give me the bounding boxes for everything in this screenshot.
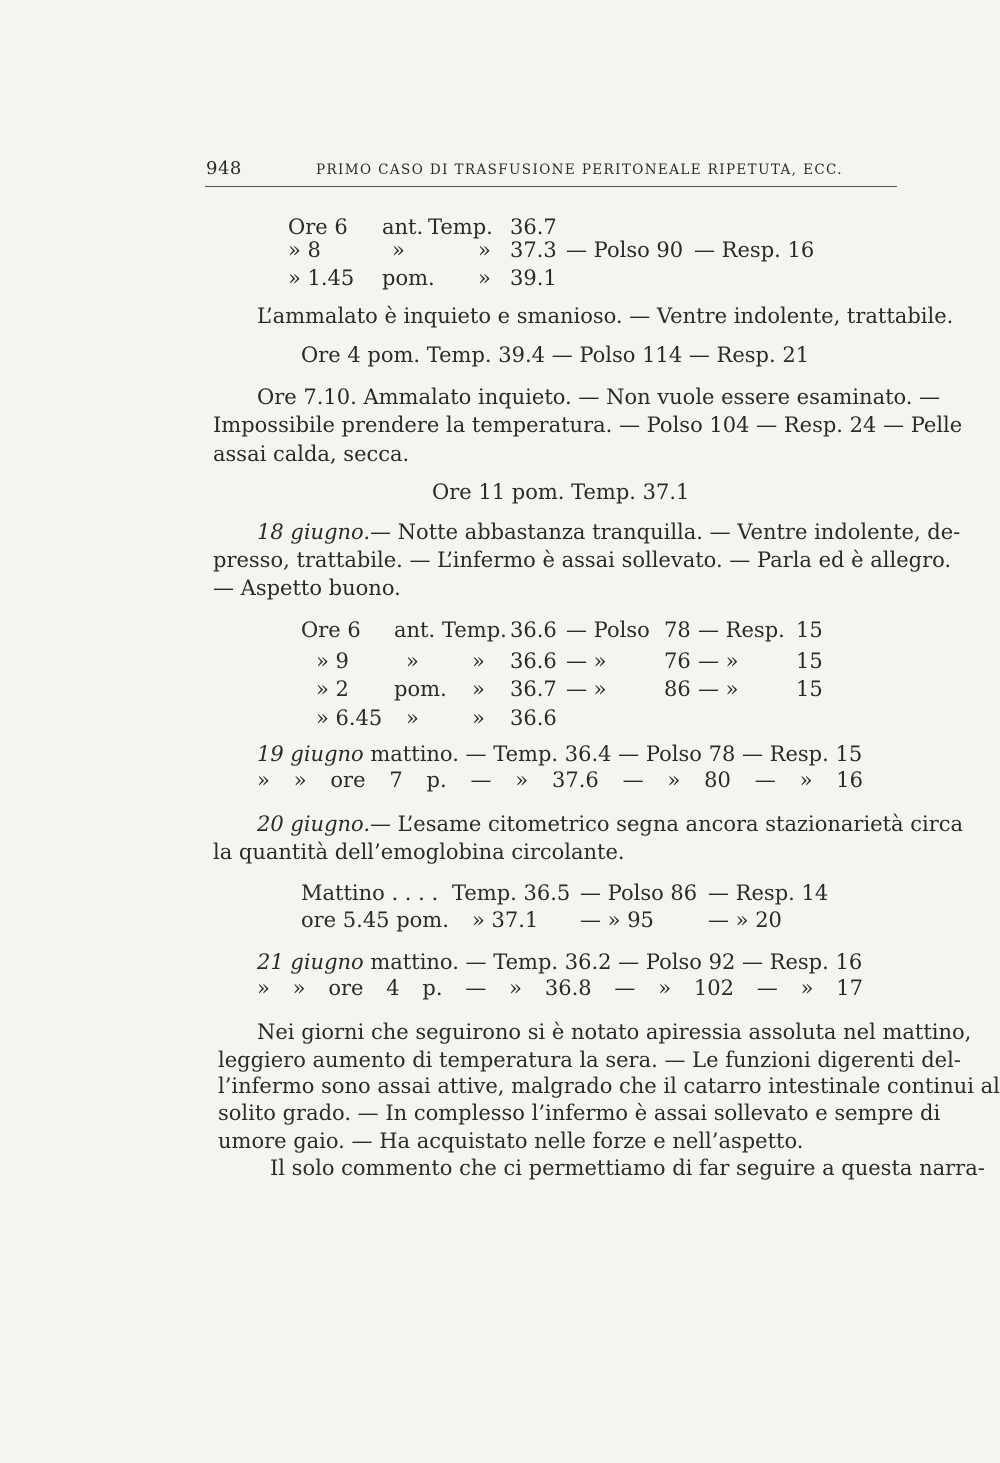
paragraph-line: la quantità dell’emoglobina circolante. (213, 840, 625, 864)
paragraph-line: Il solo commento che ci permettiamo di far seguire a questa narra- (270, 1156, 985, 1180)
cell: — » 95 (580, 908, 654, 932)
paragraph-line: umore gaio. — Ha acquistato nelle forze e nell’aspetto. (218, 1129, 804, 1153)
cell: 36.6 (510, 706, 557, 730)
date-label: 18 giugno. (257, 520, 370, 544)
paragraph-line: » » ore 4 p. — » 36.8 — » 102 — » 17 (257, 976, 863, 1000)
paragraph-line: presso, trattabile. — L’infermo è assai sollevato. — Parla ed è allegro. (213, 548, 952, 572)
paragraph-line: Nei giorni che seguirono si è notato apiressia assoluta nel mattino, (257, 1020, 972, 1044)
date-label: 21 giugno (257, 950, 364, 974)
cell: — » (698, 649, 739, 673)
cell: ore 5.45 pom. (301, 908, 449, 932)
cell: » (472, 677, 485, 701)
running-title: PRIMO CASO DI TRASFUSIONE PERITONEALE RIPETUTA, ECC. (316, 162, 843, 178)
paragraph: L’ammalato è inquieto e smanioso. — Ventre indolente, trattabile. (257, 304, 954, 328)
cell: » 6.45 (316, 706, 383, 730)
cell: 78 (664, 618, 691, 642)
cell: » (406, 706, 419, 730)
cell: 86 (664, 677, 691, 701)
paragraph: Ore 11 pom. Temp. 37.1 (432, 480, 690, 504)
paragraph-line: leggiero aumento di temperatura la sera. — Le funzioni digerenti del- (218, 1048, 961, 1072)
paragraph-line (257, 740, 862, 768)
cell: 36.6 (510, 649, 557, 673)
cell: 37.3 (510, 238, 557, 262)
paragraph-line: — Aspetto buono. (213, 576, 401, 600)
cell: — » 20 (708, 908, 782, 932)
cell: 36.7 (510, 215, 557, 239)
cell: 36.7 (510, 677, 557, 701)
line-text: mattino. — Temp. 36.4 — Polso 78 — Resp. 15 (363, 742, 863, 766)
paragraph-line: Impossibile prendere la temperatura. — Polso 104 — Resp. 24 — Pelle (213, 413, 963, 437)
cell: pom. (382, 266, 435, 290)
cell: Ore 6 (301, 618, 361, 642)
date-label: 19 giugno (257, 742, 364, 766)
cell: — Polso 86 (580, 881, 698, 905)
cell: » (478, 266, 491, 290)
line-text: mattino. — Temp. 36.2 — Polso 92 — Resp. 16 (363, 950, 863, 974)
cell: pom. (394, 677, 447, 701)
cell: » (392, 238, 405, 262)
cell: 36.6 (510, 618, 557, 642)
cell: 15 (796, 677, 823, 701)
cell: Ore 6 (288, 215, 348, 239)
cell: Temp. 36.5 (452, 881, 571, 905)
cell: — Resp. 14 (708, 881, 829, 905)
cell: 15 (796, 618, 823, 642)
cell: Temp. (428, 215, 493, 239)
cell: » (472, 649, 485, 673)
paragraph-line: assai calda, secca. (213, 442, 410, 466)
cell: » (472, 706, 485, 730)
date-label: 20 giugno. (257, 812, 370, 836)
cell: — Polso 90 (566, 238, 684, 262)
cell: — » (566, 649, 607, 673)
line-text: — Notte abbastanza tranquilla. — Ventre indolente, de- (370, 520, 961, 544)
cell: Temp. (442, 618, 507, 642)
page-number: 948 (206, 158, 242, 179)
cell: 39.1 (510, 266, 557, 290)
paragraph-line (257, 948, 862, 976)
cell: — » (566, 677, 607, 701)
paragraph-line: l’infermo sono assai attive, malgrado che il catarro intestinale continui al (218, 1074, 1000, 1098)
paragraph: Ore 4 pom. Temp. 39.4 — Polso 114 — Resp. 21 (301, 343, 810, 367)
paragraph-line: solito grado. — In complesso l’infermo è assai sollevato e sempre di (218, 1101, 941, 1125)
cell: » (406, 649, 419, 673)
cell: ant. (382, 215, 424, 239)
cell: » (478, 238, 491, 262)
cell: 15 (796, 649, 823, 673)
paragraph-line (257, 518, 961, 546)
cell: » 8 (288, 238, 321, 262)
paragraph-line: » » ore 7 p. — » 37.6 — » 80 — » 16 (257, 768, 863, 792)
cell: ant. (394, 618, 436, 642)
cell: — Resp. 16 (694, 238, 815, 262)
cell: » 9 (316, 649, 349, 673)
paragraph-line: Ore 7.10. Ammalato inquieto. — Non vuole essere esaminato. — (257, 385, 941, 409)
cell: » 37.1 (472, 908, 539, 932)
cell: » 2 (316, 677, 349, 701)
cell: — » (698, 677, 739, 701)
cell: » 1.45 (288, 266, 355, 290)
cell: — Polso (566, 618, 650, 642)
cell: Mattino . . . . (301, 881, 439, 905)
cell: — Resp. (698, 618, 785, 642)
paragraph-line (257, 810, 964, 838)
header-rule (205, 186, 897, 187)
line-text: — L’esame citometrico segna ancora stazionarietà circa (370, 812, 964, 836)
cell: 76 (664, 649, 691, 673)
